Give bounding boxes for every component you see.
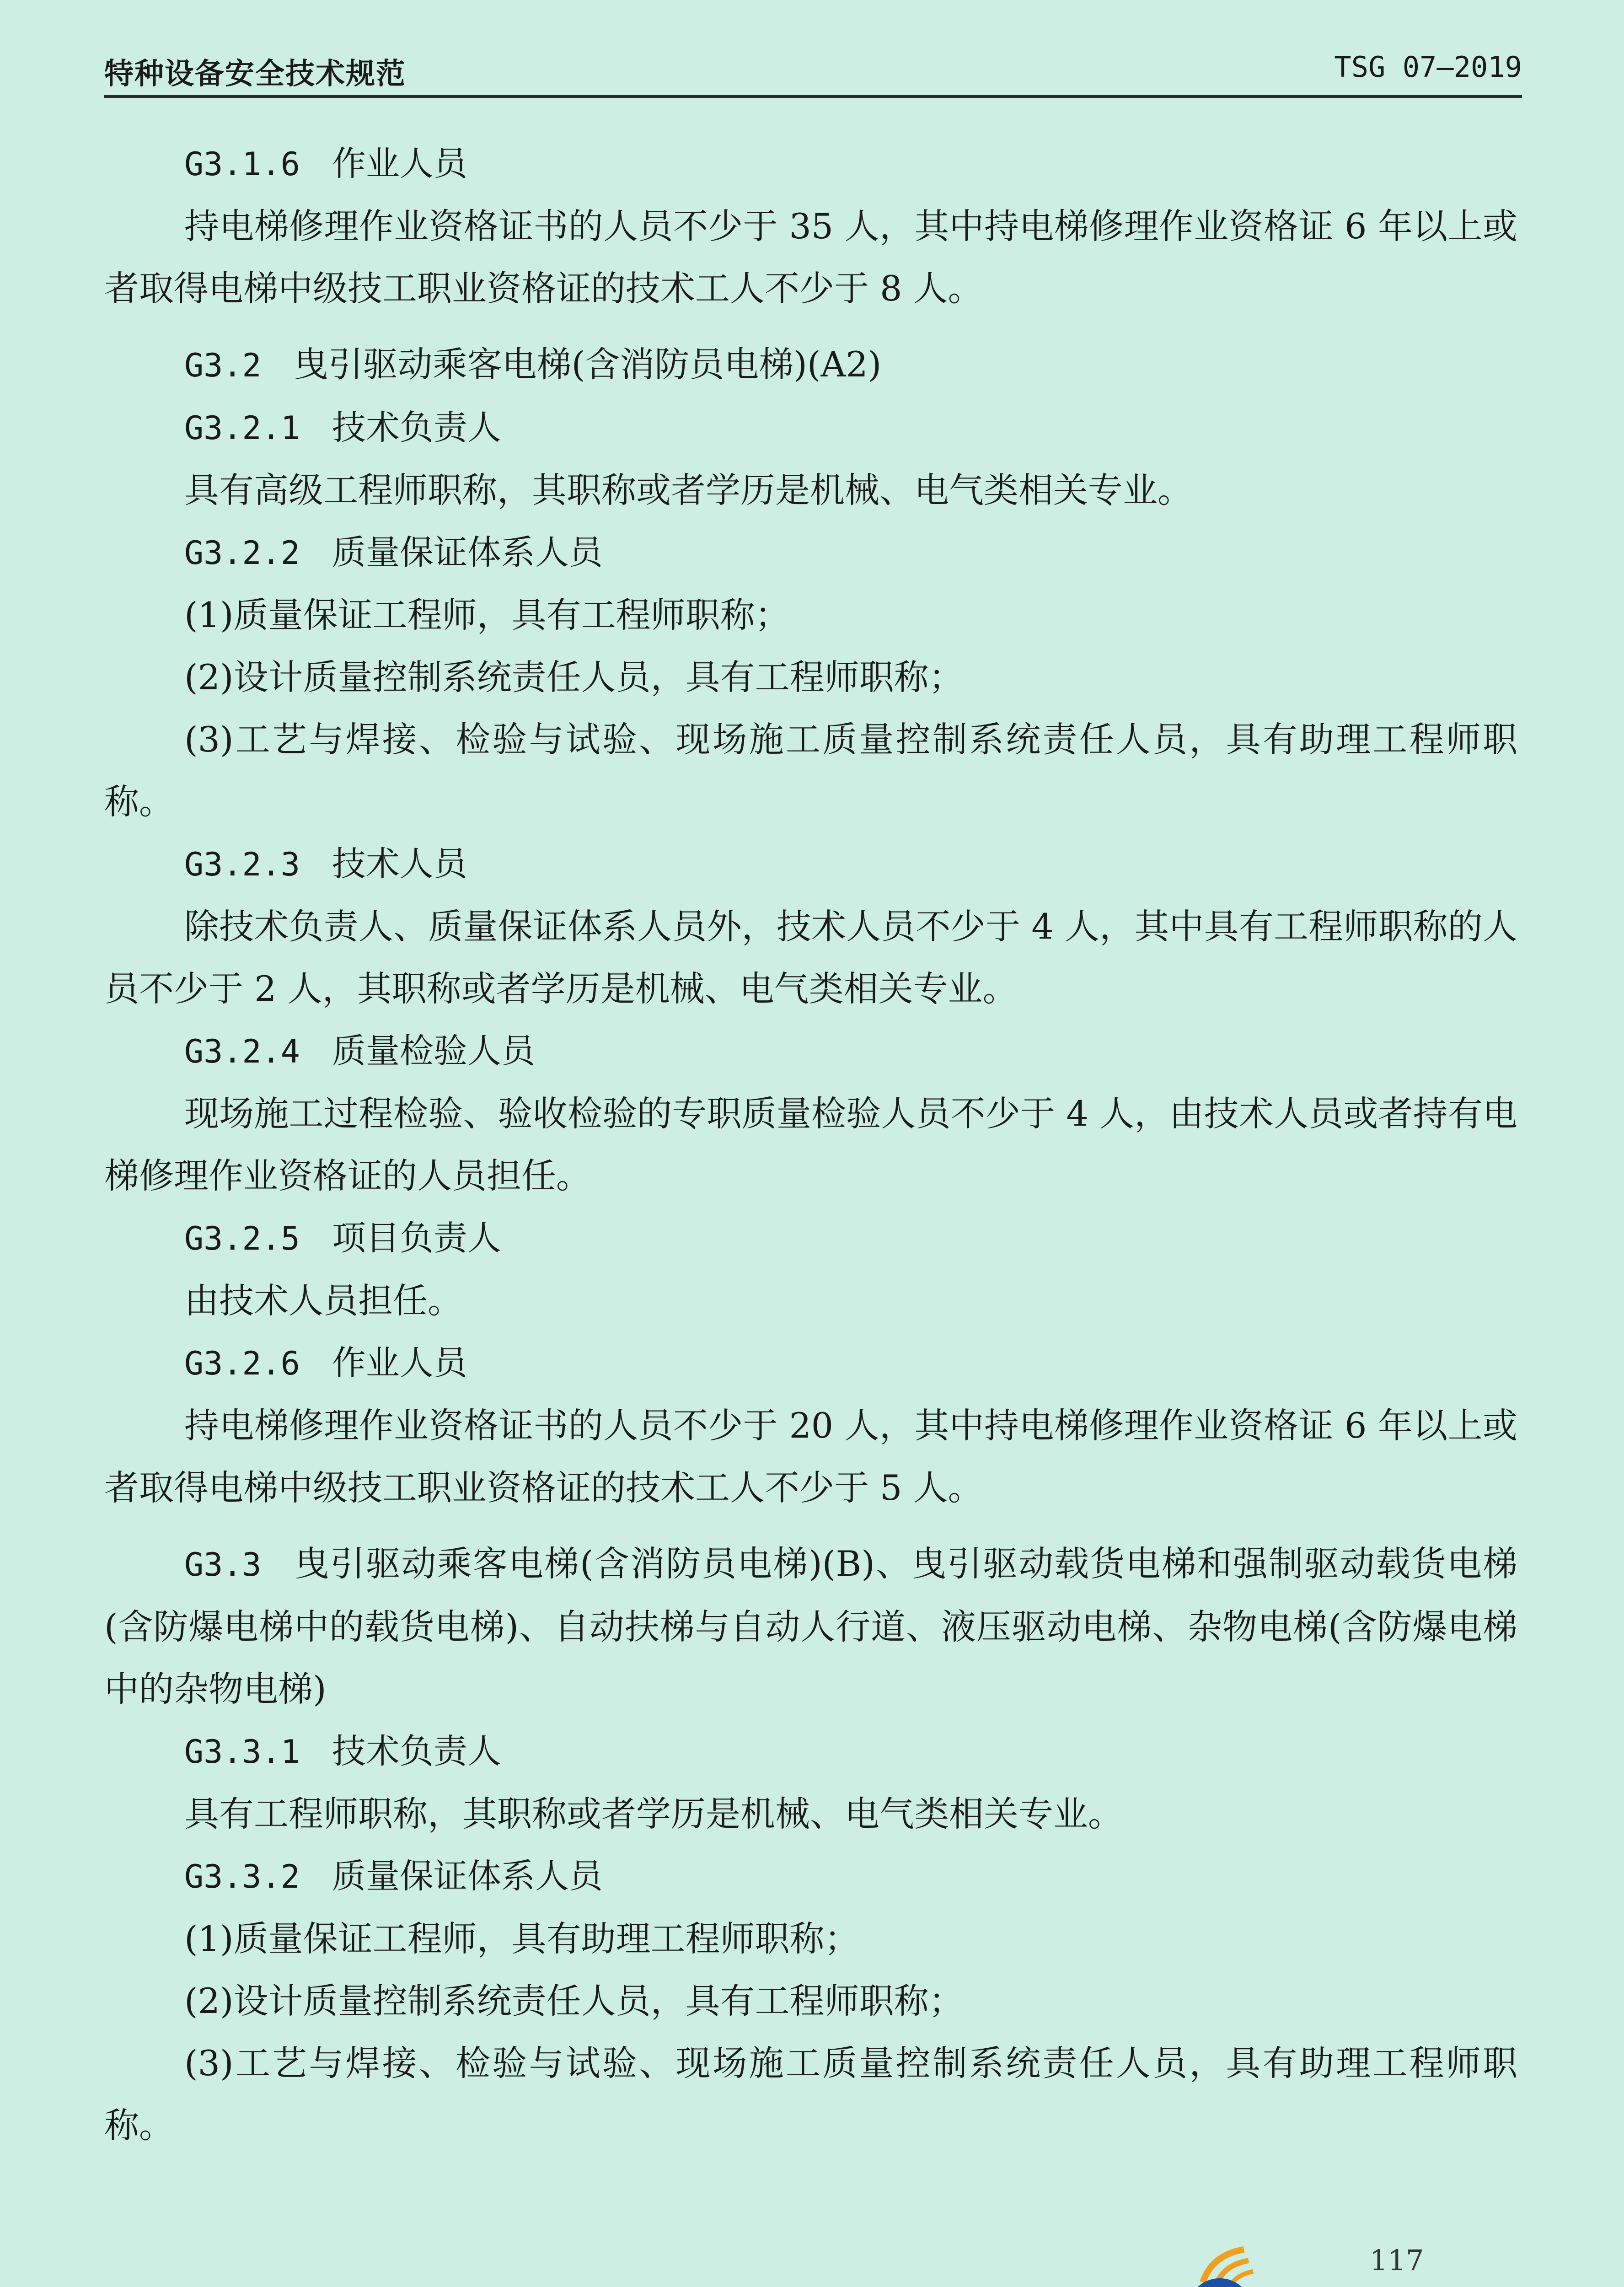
clause-number: G3.2.3 (184, 846, 300, 883)
body-paragraph: 现场施工过程检验、验收检验的专职质量检验人员不少于 4 人，由技术人员或者持有电梯修理作业资格证的人员担任。 (104, 1093, 1517, 1196)
clause-heading (104, 1720, 1517, 1783)
clause-title: 技术人员 (332, 844, 467, 884)
list-item: (3)工艺与焊接、检验与试验、现场施工质量控制系统责任人员，具有助理工程师职称。 (104, 2043, 1517, 2146)
clause-heading (104, 1207, 1517, 1270)
section-heading (104, 333, 1517, 397)
clause-title: 曳引驱动乘客电梯(含消防员电梯)(B)、曳引驱动载货电梯和强制驱动载货电梯(含防爆电梯中的载货电梯)、自动扶梯与自动人行道、液压驱动电梯、杂物电梯(含防爆电梯中的杂物电梯) (104, 1543, 1517, 1709)
body-paragraph: 具有高级工程师职称，其职称或者学历是机械、电气类相关专业。 (184, 470, 1192, 510)
clause-title: 质量保证体系人员 (332, 1857, 603, 1896)
clause-number: G3.2.5 (184, 1220, 300, 1257)
clause-number: G3.3 (184, 1546, 262, 1584)
page-number: 117 (1370, 2244, 1424, 2277)
document-body (104, 133, 1517, 2157)
clause-heading (104, 1845, 1517, 1908)
clause-number: G3.2.4 (184, 1033, 300, 1070)
body-paragraph: 由技术人员担任。 (184, 1280, 462, 1321)
clause-heading (104, 1020, 1517, 1083)
clause-heading (104, 397, 1517, 459)
body-paragraph: 具有工程师职称，其职称或者学历是机械、电气类相关专业。 (184, 1793, 1123, 1834)
clause-number: G3.1.6 (184, 145, 300, 183)
clause-title: 作业人员 (332, 1343, 467, 1383)
clause-heading (104, 1332, 1517, 1395)
clause-title: 项目负责人 (332, 1219, 501, 1258)
clause-heading (104, 521, 1517, 584)
clause-number: G3.2.2 (184, 534, 300, 572)
header-spec-title: 特种设备安全技术规范 (104, 57, 406, 91)
list-item: (1)质量保证工程师，具有工程师职称； (184, 595, 790, 635)
section-heading (104, 1533, 1517, 1720)
list-item: (2)设计质量控制系统责任人员，具有工程师职称； (184, 657, 964, 698)
clause-title: 技术负责人 (332, 408, 501, 447)
body-paragraph: 持电梯修理作业资格证书的人员不少于 20 人，其中持电梯修理作业资格证 6 年以上或者取得电梯中级技工职业资格证的技术工人不少于 5 人。 (104, 1405, 1517, 1508)
page-header (104, 46, 1522, 98)
header-spec-code: TSG 07—2019 (1334, 50, 1522, 84)
clause-heading (104, 133, 1517, 195)
list-item: (1)质量保证工程师，具有助理工程师职称； (184, 1918, 859, 1959)
list-item: (3)工艺与焊接、检验与试验、现场施工质量控制系统责任人员，具有助理工程师职称。 (104, 719, 1517, 822)
clause-title: 作业人员 (332, 144, 467, 183)
list-item: (2)设计质量控制系统责任人员，具有工程师职称； (184, 1981, 964, 2021)
clause-number: G3.3.1 (184, 1733, 300, 1771)
clause-title: 技术负责人 (332, 1732, 501, 1771)
clause-title: 曳引驱动乘客电梯(含消防员电梯)(A2) (293, 344, 882, 385)
clause-title: 质量检验人员 (332, 1031, 535, 1071)
clause-number: G3.3.2 (184, 1858, 300, 1895)
clause-heading (104, 833, 1517, 896)
clause-title: 质量保证体系人员 (332, 533, 603, 572)
clause-number: G3.2 (184, 347, 262, 384)
clause-number: G3.2.6 (184, 1345, 300, 1382)
body-paragraph: 除技术负责人、质量保证体系人员外，技术人员不少于 4 人，其中具有工程师职称的人员不少于 2 人，其职称或者学历是机械、电气类相关专业。 (104, 906, 1517, 1009)
clause-number: G3.2.1 (184, 409, 300, 447)
body-paragraph: 持电梯修理作业资格证书的人员不少于 35 人，其中持电梯修理作业资格证 6 年以上或者取得电梯中级技工职业资格证的技术工人不少于 8 人。 (104, 206, 1517, 309)
